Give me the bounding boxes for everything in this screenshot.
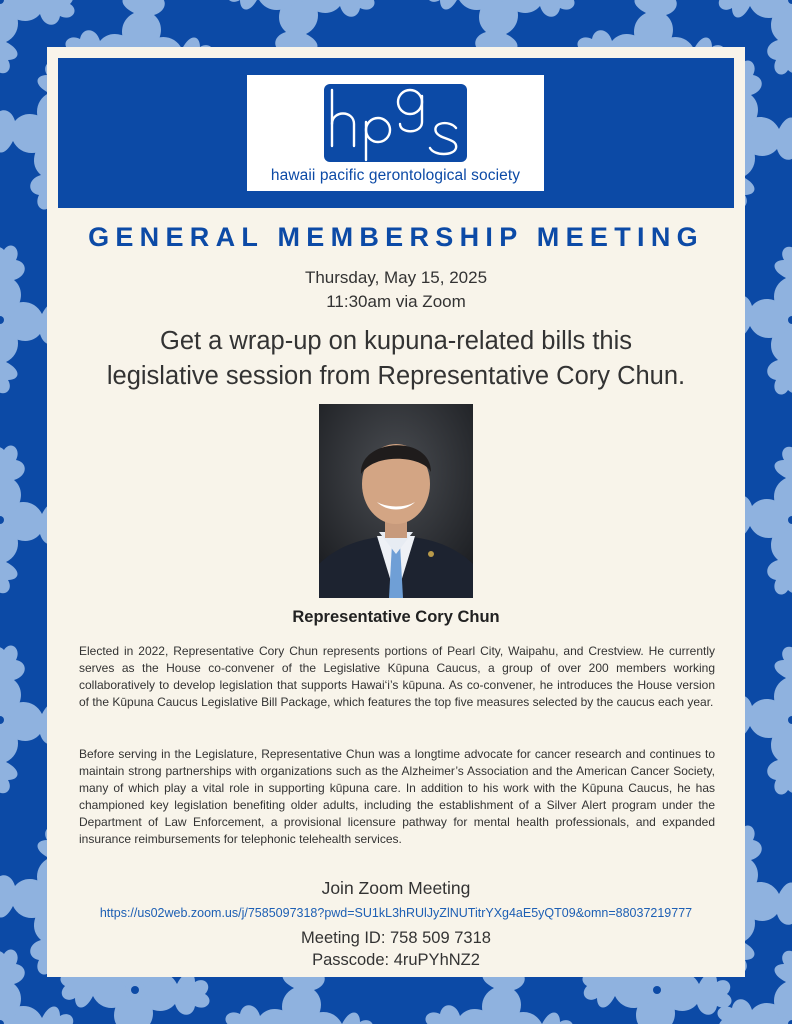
zoom-meeting-link[interactable]: https://us02web.zoom.us/j/7585097318?pwd=SU1kL3hRUlJyZlNUTitrYXg4aE5yQT09&omn=88037219777 [99,906,693,920]
headline-line-1: Get a wrap-up on kupuna-related bills this [159,327,632,355]
zoom-meeting-id: Meeting ID: 758 509 7318 [301,929,491,947]
hpgs-logo [247,75,544,191]
meeting-time: 11:30am via Zoom [326,292,466,311]
logo-tagline: hawaii pacific gerontological society [270,167,521,184]
logo-wordmark-graphic [324,84,467,162]
portrait-illustration [319,404,473,598]
bio-paragraph-2: Before serving in the Legislature, Representative Chun was a longtime advocate for cancer research and continues to maintain strong partnerships with organizations such as the Alzheimer’s Association and the American Cancer Society, many of which play a vital role in supporting kūpuna care. In addition to his work with the Kūpuna Caucus, he has championed key legislation benefiting older adults, including the establishment of a Silver Alert program under the Department of Law Enforcement, a provisional licensure pathway for mental health professionals, and expanded insurance reimbursements for telephonic telehealth services. [79,747,715,846]
zoom-passcode: Passcode: 4ruPYhNZ2 [312,951,480,969]
headline-line-2: legislative session from Representative Cory Chun. [106,362,686,390]
bio-paragraph-1: Elected in 2022, Representative Cory Chun represents portions of Pearl City, Waipahu, and Crestview. He currently serves as the House co-convener of the Legislative Kūpuna Caucus, a group of over 200 members working collaboratively to develop legislation that supports Hawai‘i’s kūpuna. As co-convener, he introduces the House version of the Kūpuna Caucus Legislative Bill Package, which features the top five measures selected by the caucus each year. [79,644,715,709]
meeting-date: Thursday, May 15, 2025 [304,268,488,287]
logo-mark [324,84,467,162]
speaker-name: Representative Cory Chun [292,608,500,626]
meeting-title: GENERAL MEMBERSHIP MEETING [88,222,704,252]
speaker-portrait-photo [319,404,473,598]
join-zoom-heading: Join Zoom Meeting [321,878,471,898]
